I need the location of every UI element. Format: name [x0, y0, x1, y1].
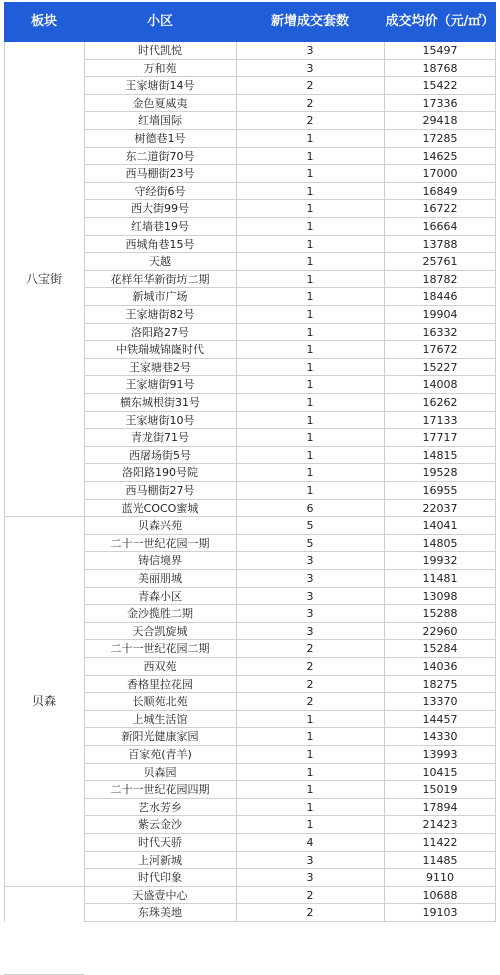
community-cell: 二十一世纪花园四期 [110, 783, 210, 797]
grid-line [84, 42, 85, 922]
community-cell: 西马棚街23号 [125, 167, 195, 181]
count-cell: 1 [306, 272, 314, 286]
community-cell: 洛阳路27号 [131, 325, 189, 339]
header-community: 小区 [146, 14, 173, 29]
count-cell: 6 [306, 501, 314, 515]
count-cell: 1 [306, 448, 314, 462]
count-cell: 5 [306, 536, 314, 550]
community-cell: 天合凯旋城 [132, 624, 188, 638]
community-cell: 蓝光COCO蜜城 [121, 501, 199, 515]
grid-line [236, 42, 237, 922]
count-cell: 3 [306, 44, 314, 57]
community-cell: 百家苑(青羊) [128, 748, 192, 761]
grid-line [495, 42, 496, 922]
table-row [84, 183, 496, 201]
table-row [84, 253, 496, 271]
count-cell: 2 [306, 642, 314, 656]
table-row [84, 535, 496, 553]
count-cell: 1 [306, 149, 314, 163]
table-row [84, 781, 496, 799]
table-row [84, 95, 496, 113]
price-cell: 17133 [422, 413, 458, 427]
price-cell: 16262 [422, 396, 458, 409]
community-cell: 天盛壹中心 [132, 888, 188, 902]
table-row [84, 676, 496, 694]
community-cell: 横东城根街31号 [120, 396, 200, 409]
community-cell: 西马棚街27号 [125, 484, 195, 497]
price-cell: 15284 [422, 642, 458, 656]
community-cell: 上河新城 [138, 853, 182, 867]
price-cell: 29418 [422, 114, 458, 128]
price-cell: 14036 [422, 660, 458, 673]
price-cell: 16722 [422, 202, 458, 216]
price-cell: 10688 [422, 888, 458, 902]
count-cell: 2 [306, 96, 314, 110]
price-cell: 14330 [422, 730, 458, 744]
table-header [4, 2, 496, 42]
price-cell: 19528 [422, 466, 458, 480]
community-cell: 红墙巷19号 [131, 220, 189, 233]
count-cell: 1 [306, 290, 314, 304]
table-row [84, 218, 496, 236]
count-cell: 1 [306, 484, 314, 497]
header-block: 板块 [30, 14, 57, 29]
community-cell: 花样年华新街坊二期 [110, 272, 210, 286]
table-row [84, 904, 496, 922]
count-cell: 1 [306, 202, 314, 216]
count-cell: 1 [306, 783, 314, 797]
table-row [84, 200, 496, 218]
count-cell: 3 [306, 624, 314, 638]
price-cell: 10415 [422, 765, 458, 779]
community-cell: 长顺苑北苑 [132, 695, 188, 709]
table-row [84, 728, 496, 746]
community-cell: 王家塘街10号 [125, 413, 195, 427]
price-cell: 17894 [422, 800, 458, 814]
count-cell: 1 [306, 765, 314, 779]
count-cell: 2 [306, 114, 314, 128]
community-cell: 时代凯悦 [138, 44, 182, 57]
table-row [84, 640, 496, 658]
price-cell: 14815 [422, 448, 458, 462]
price-cell: 16955 [422, 484, 458, 497]
count-cell: 1 [306, 748, 314, 761]
block-cell [4, 887, 84, 975]
block-cell: 贝森 [31, 694, 56, 709]
price-cell: 14041 [422, 519, 458, 533]
table-row [84, 852, 496, 870]
community-cell: 二十一世纪花园二期 [110, 642, 210, 656]
price-cell: 15422 [422, 79, 458, 93]
count-cell: 1 [306, 413, 314, 427]
price-cell: 17672 [422, 343, 458, 357]
table-row [84, 623, 496, 641]
count-cell: 3 [306, 853, 314, 867]
price-cell: 17336 [422, 96, 458, 110]
community-cell: 香格里拉花园 [127, 677, 193, 691]
table-row [84, 376, 496, 394]
table-row [84, 306, 496, 324]
table-row [84, 359, 496, 377]
community-cell: 西大街99号 [131, 202, 189, 216]
table-row [84, 816, 496, 834]
table-row [84, 605, 496, 623]
count-cell: 1 [306, 712, 314, 726]
count-cell: 2 [306, 906, 314, 920]
price-cell: 11485 [422, 853, 458, 867]
count-cell: 1 [306, 184, 314, 198]
price-cell: 15497 [422, 44, 458, 57]
table-row [84, 148, 496, 166]
header-price: 成交均价（元/㎡） [385, 14, 495, 29]
count-cell: 2 [306, 888, 314, 902]
community-cell: 王家塘巷2号 [129, 360, 191, 374]
table-row [84, 271, 496, 289]
price-cell: 17717 [422, 431, 458, 445]
community-cell: 新城市广场 [132, 290, 188, 304]
header-count: 新增成交套数 [270, 14, 349, 29]
community-cell: 金色夏威夷 [132, 96, 188, 110]
community-cell: 树德巷1号 [134, 132, 186, 145]
table-row [84, 834, 496, 852]
price-cell: 18275 [422, 677, 458, 691]
price-cell: 13098 [422, 589, 458, 603]
price-cell: 11422 [422, 836, 458, 849]
community-cell: 西屠场街5号 [129, 448, 191, 462]
table-row [84, 764, 496, 782]
community-cell: 王家塘街82号 [125, 308, 195, 321]
community-cell: 新阳光健康家园 [121, 730, 199, 744]
community-cell: 红墙国际 [138, 114, 182, 128]
price-cell: 17285 [422, 132, 458, 145]
count-cell: 1 [306, 730, 314, 744]
count-cell: 1 [306, 237, 314, 251]
community-cell: 时代印象 [138, 871, 182, 885]
count-cell: 1 [306, 431, 314, 445]
community-cell: 美丽朋城 [138, 572, 182, 585]
count-cell: 1 [306, 378, 314, 392]
price-cell: 16849 [422, 184, 458, 198]
community-cell: 西双苑 [143, 660, 177, 673]
price-cell: 18446 [422, 290, 458, 304]
community-cell: 紫云金沙 [138, 818, 182, 832]
price-cell: 14457 [422, 712, 458, 726]
price-cell: 21423 [422, 818, 458, 832]
price-cell: 9110 [426, 871, 454, 885]
table-row [84, 693, 496, 711]
count-cell: 2 [306, 677, 314, 691]
community-cell: 王家塘街91号 [125, 378, 195, 392]
price-cell: 15288 [422, 607, 458, 621]
count-cell: 3 [306, 61, 314, 75]
price-cell: 19103 [422, 906, 458, 920]
community-cell: 万和苑 [143, 61, 177, 75]
table-row [84, 112, 496, 130]
count-cell: 3 [306, 589, 314, 603]
community-cell: 天越 [149, 255, 171, 269]
table-row [84, 236, 496, 254]
price-cell: 15227 [422, 360, 458, 374]
table-row [84, 799, 496, 817]
price-cell: 22960 [422, 624, 458, 638]
count-cell: 1 [306, 167, 314, 181]
table-row [84, 429, 496, 447]
community-cell: 东珠美地 [138, 906, 182, 920]
community-cell: 洛阳路190号院 [122, 466, 198, 480]
community-cell: 上城生活馆 [132, 712, 188, 726]
community-cell: 王家塘街14号 [125, 79, 195, 93]
count-cell: 1 [306, 396, 314, 409]
price-cell: 14805 [422, 536, 458, 550]
count-cell: 1 [306, 360, 314, 374]
table-row [84, 482, 496, 500]
table-row [84, 746, 496, 764]
count-cell: 1 [306, 308, 314, 321]
table-row [84, 570, 496, 588]
table-row [84, 869, 496, 887]
community-cell: 青龙街71号 [131, 431, 189, 445]
price-cell: 17000 [422, 167, 458, 181]
table-row [84, 130, 496, 148]
table-row [84, 658, 496, 676]
table-row [84, 447, 496, 465]
table-row [84, 588, 496, 606]
count-cell: 2 [306, 660, 314, 673]
grid-line [384, 42, 385, 922]
price-cell: 14008 [422, 378, 458, 392]
block-cell: 八宝街 [25, 272, 62, 286]
count-cell: 5 [306, 519, 314, 533]
count-cell: 2 [306, 695, 314, 709]
community-cell: 中铁瑞城锦嶐时代 [116, 343, 204, 357]
count-cell: 1 [306, 255, 314, 269]
community-cell: 二十一世纪花园一期 [110, 536, 210, 550]
price-cell: 16664 [422, 220, 458, 233]
table-row [84, 464, 496, 482]
count-cell: 1 [306, 343, 314, 357]
price-cell: 14625 [422, 149, 458, 163]
table-row [84, 288, 496, 306]
table-row [84, 394, 496, 412]
community-cell: 铸信境界 [138, 554, 182, 568]
table-row [84, 412, 496, 430]
community-cell: 贝森园 [143, 765, 177, 779]
count-cell: 3 [306, 554, 314, 568]
table-row [84, 887, 496, 905]
price-cell: 15019 [422, 783, 458, 797]
community-cell: 金沙揽胜二期 [127, 607, 193, 621]
table-row [84, 711, 496, 729]
community-cell: 时代天骄 [138, 836, 182, 849]
price-cell: 19904 [422, 308, 458, 321]
table-row [84, 165, 496, 183]
community-cell: 守经街6号 [134, 184, 186, 198]
count-cell: 1 [306, 818, 314, 832]
price-cell: 13370 [422, 695, 458, 709]
table-row [84, 42, 496, 60]
count-cell: 1 [306, 132, 314, 145]
price-cell: 18782 [422, 272, 458, 286]
table-row [84, 324, 496, 342]
count-cell: 2 [306, 79, 314, 93]
price-cell: 13788 [422, 237, 458, 251]
price-cell: 16332 [422, 325, 458, 339]
price-cell: 25761 [422, 255, 458, 269]
table-row [84, 552, 496, 570]
count-cell: 4 [306, 836, 314, 849]
count-cell: 1 [306, 466, 314, 480]
community-cell: 艺水芳乡 [138, 800, 182, 814]
community-cell: 西城角巷15号 [125, 237, 195, 251]
count-cell: 3 [306, 607, 314, 621]
price-cell: 22037 [422, 501, 458, 515]
count-cell: 1 [306, 325, 314, 339]
table-row [84, 500, 496, 518]
count-cell: 1 [306, 800, 314, 814]
count-cell: 1 [306, 220, 314, 233]
table-row [84, 517, 496, 535]
table-row [84, 77, 496, 95]
price-cell: 11481 [422, 572, 458, 585]
price-cell: 13993 [422, 748, 458, 761]
community-cell: 贝森兴苑 [138, 519, 182, 533]
count-cell: 3 [306, 572, 314, 585]
community-cell: 东二道街70号 [125, 149, 195, 163]
price-cell: 19932 [422, 554, 458, 568]
count-cell: 3 [306, 871, 314, 885]
table-row [84, 341, 496, 359]
price-cell: 18768 [422, 61, 458, 75]
table-row [84, 60, 496, 78]
community-cell: 青森小区 [138, 589, 182, 603]
